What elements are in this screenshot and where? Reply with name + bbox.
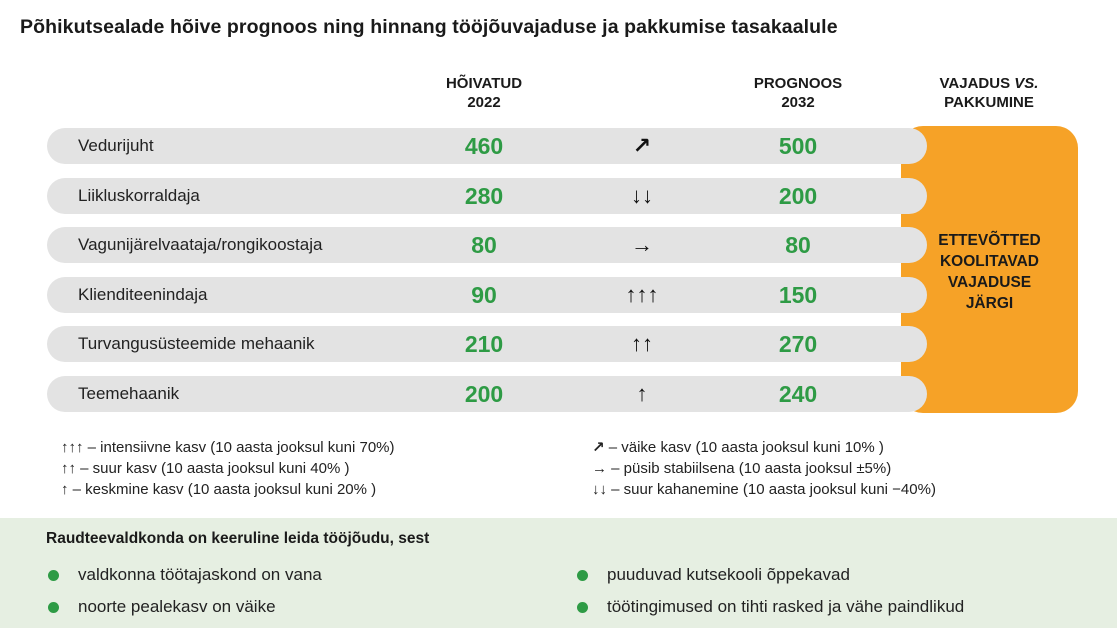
occupation-name: Turvangusüsteemide mehaanik — [78, 334, 315, 353]
table-row — [47, 326, 927, 362]
column-header-forecast-line1: PROGNOOS — [753, 75, 843, 92]
forecast-2032-value: 500 — [778, 133, 818, 159]
employed-2022-value: 280 — [464, 183, 504, 209]
legend-text: – püsib stabiilsena (10 aasta jooksul ±5%) — [607, 460, 892, 477]
employed-2022-value: 90 — [471, 282, 497, 308]
reason-text: noorte pealekasv on väike — [78, 597, 276, 616]
legend-symbol-icon: ↑↑↑ — [61, 439, 84, 456]
bullet-dot-icon — [577, 570, 588, 581]
occupation-name: Liikluskorraldaja — [78, 186, 200, 205]
occupation-name: Klienditeenindaja — [78, 285, 208, 304]
legend-item — [592, 479, 936, 500]
occupation-name: Vagunijärelvaataja/rongikoostaja — [78, 235, 323, 254]
employed-2022-value: 460 — [464, 133, 504, 159]
legend-item — [61, 437, 395, 458]
legend-item — [61, 458, 395, 479]
reason-text: puuduvad kutsekooli õppekavad — [607, 565, 850, 584]
table-row — [47, 227, 927, 263]
forecast-2032-value: 270 — [778, 331, 818, 357]
legend-text: – keskmine kasv (10 aasta jooksul kuni 20% ) — [68, 481, 377, 498]
legend-left — [61, 437, 395, 500]
table-row — [47, 277, 927, 313]
occupation-name: Vedurijuht — [78, 136, 154, 155]
trend-arrow-icon: ↓↓ — [631, 183, 653, 208]
reasons-panel — [0, 518, 1117, 628]
reason-text: valdkonna töötajaskond on vana — [78, 565, 322, 584]
trend-arrow-icon: ↑↑ — [631, 331, 653, 356]
reasons-heading: Raudteevaldkonda on keeruline leida tööjõudu, sest — [46, 530, 430, 547]
legend-text: – väike kasv (10 aasta jooksul kuni 10% ) — [604, 439, 884, 456]
legend-symbol-icon: ↑↑ — [61, 460, 76, 477]
legend-item — [592, 437, 936, 458]
bullet-dot-icon — [577, 602, 588, 613]
column-header-balance-line2: PAKKUMINE — [944, 94, 1034, 111]
page-title: Põhikutsealade hõive prognoos ning hinnang tööjõuvajaduse ja pakkumise tasakaalule — [20, 16, 838, 38]
legend-symbol-icon: ↗ — [592, 439, 605, 456]
forecast-2032-value: 240 — [778, 381, 818, 407]
column-header-forecast-line2: 2032 — [781, 94, 815, 111]
column-header-forecast — [728, 74, 868, 112]
column-header-balance-vs: VS. — [1014, 75, 1039, 92]
balance-box-line4: JÄRGI — [965, 295, 1014, 312]
legend-symbol-icon: ↑ — [61, 481, 69, 498]
column-header-employed-line2: 2022 — [467, 94, 501, 111]
legend-right — [592, 437, 936, 500]
balance-box-line3: VAJADUSE — [947, 274, 1032, 291]
column-header-employed — [414, 74, 554, 112]
forecast-2032-value: 200 — [778, 183, 818, 209]
column-header-balance-pre: VAJADUS — [939, 75, 1015, 92]
balance-box — [901, 126, 1078, 413]
column-header-employed-line1: HÕIVATUD — [445, 75, 523, 92]
column-header-balance — [900, 74, 1078, 112]
trend-arrow-icon: → — [631, 232, 653, 257]
legend-symbol-icon: ↓↓ — [592, 481, 607, 498]
table-row — [47, 178, 927, 214]
legend-item — [592, 458, 936, 479]
forecast-2032-value: 80 — [785, 232, 811, 258]
trend-arrow-icon: ↑ — [636, 381, 648, 406]
occupation-name: Teemehaanik — [78, 384, 180, 403]
employed-2022-value: 210 — [464, 331, 504, 357]
forecast-2032-value: 150 — [778, 282, 818, 308]
table-row — [47, 128, 927, 164]
balance-box-text — [901, 230, 1078, 314]
column-header-balance-line1 — [900, 74, 1078, 93]
bullet-dot-icon — [48, 602, 59, 613]
trend-arrow-icon: ↑↑↑ — [625, 282, 659, 307]
reason-text: töötingimused on tihti rasked ja vähe paindlikud — [607, 597, 965, 616]
balance-box-line2: KOOLITAVAD — [939, 253, 1040, 270]
legend-item — [61, 479, 395, 500]
balance-box-line1: ETTEVÕTTED — [938, 232, 1041, 249]
employed-2022-value: 80 — [471, 232, 497, 258]
legend-text: – intensiivne kasv (10 aasta jooksul kuni 70%) — [83, 439, 395, 456]
employed-2022-value: 200 — [464, 381, 504, 407]
table-row — [47, 376, 927, 412]
legend-text: – suur kahanemine (10 aasta jooksul kuni −40%) — [607, 481, 936, 498]
legend-symbol-icon: → — [592, 460, 607, 477]
trend-arrow-icon: ↗ — [632, 133, 652, 158]
legend-text: – suur kasv (10 aasta jooksul kuni 40% ) — [76, 460, 350, 477]
bullet-dot-icon — [48, 570, 59, 581]
